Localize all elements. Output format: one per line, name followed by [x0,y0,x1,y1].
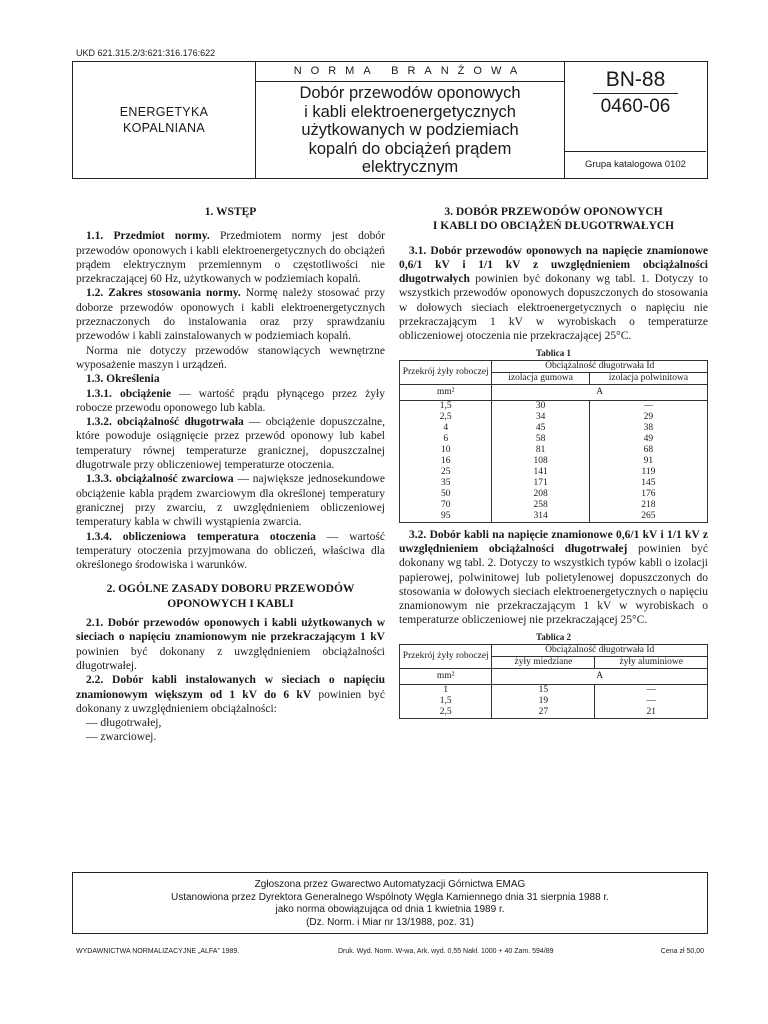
table-cell-cross-section: 10 [400,445,492,456]
table-cell-value: 145 [589,478,707,489]
section-2-heading-line: OPONOWYCH I KABLI [167,597,294,610]
table-cell-cross-section: 35 [400,478,492,489]
section-3-heading-line: 3. DOBÓR PRZEWODÓW OPONOWYCH [444,206,663,218]
paragraph-text: powinien być dokonany z uwzględnieniem obciążalności: [76,688,386,715]
table-cell-cross-section: 95 [400,511,492,523]
approval-line: Zgłoszona przez Gwarectwo Automatyzacji Górnictwa EMAG [254,879,526,890]
standard-number: 0460-06 [600,96,671,117]
table-1 [399,360,708,523]
table-cell-value: 176 [589,489,707,500]
title-line: i kabli elektroenergetycznych [304,102,516,121]
load-type-list [76,716,385,745]
paragraph-1-1 [76,229,385,286]
department-line-1: ENERGETYKA [119,105,209,119]
table-cell-value: 58 [492,434,589,445]
paragraph-head: 1.3.1. obciążenie [86,387,172,400]
paragraph-text: powinien być dokonany wg tabl. 2. Dotyczy to wszystkich typów kabli o izolacji papierowej, polwinitowej lub polietylenowej dopuszczonych do stosowania w dołowych sieciach elektroenergetycznych o napięciu znamionowym nie przekraczającym 1 kV w wyrobiskach o temperaturze obliczeniowej nie przekraczającej 25°C. [399,542,708,627]
table-header-col1: żyły miedziane [492,656,595,668]
title-line: kopalń do obciążeń prądem [308,139,512,158]
paragraph-2-2 [76,673,385,716]
paragraph-head: 1.3.3. obciążalność zwarciowa [86,473,234,486]
section-3-heading-line: I KABLI DO OBCIĄŻEŃ DŁUGOTRWAŁYCH [432,220,675,233]
table-cell-cross-section: 6 [400,434,492,445]
table-cell-value: 81 [492,445,589,456]
table-row [400,707,708,719]
table-row [400,456,708,467]
paragraph-text: — obciążenie dopuszczalne, które powoduje osiągnięcie przez przewód oponowy lub kabel temperatury równej temperaturze granicznej, dopuszczalnej długotrwale przy obliczeniowej temperaturze otoczenia. [76,416,385,472]
table-cell-value: 119 [589,467,707,478]
paragraph-text: — wartość temperatury otoczenia przyjmowana do obliczeń, właściwa dla określonego środowiska i warunków. [76,530,385,572]
table-cell-value: 218 [589,500,707,511]
paragraph-head: 2.1. Dobór przewodów oponowych i kabli użytkowanych w sieciach o napięciu znamionowym nie przekraczającym 1 kV [76,617,385,644]
table-row [400,412,708,423]
table-header-group: Obciążalność długotrwała Id [492,644,708,656]
norma-branzowa-label: NORMA BRANŻOWA [256,62,564,82]
publisher: WYDAWNICTWA NORMALIZACYJNE „ALFA” 1989. [76,948,240,955]
udk-classification: UKD 621.315.2/3:621:316.176:622 [76,48,216,58]
paragraph-1-2b: Norma nie dotyczy przewodów stanowiących wewnętrzne wyposażenie maszyn i urządzeń. [76,344,385,371]
table-cell-value: 171 [492,478,589,489]
department [73,62,256,178]
paragraph-1-3-2 [76,415,385,472]
section-2-heading-line: 2. OGÓLNE ZASADY DOBORU PRZEWODÓW [106,583,355,596]
table-cell-value: — [595,684,708,696]
table-header-col2: izolacja polwinitowa [589,372,707,384]
right-column [399,205,708,719]
table-cell-value: 45 [492,423,589,434]
table-cell-cross-section: 1,5 [400,400,492,412]
paragraph-3-1 [399,244,708,344]
paragraph-head: 3.1. Dobór przewodów oponowych na napięcie znamionowe 0,6/1 kV i 1/1 kV z uwzględnieniem obciążalności długotrwałych [399,244,708,286]
paragraph-head: 3.2. Dobór kabli na napięcie znamionowe 0,6/1 kV i 1/1 kV z uwzględnieniem obciążalności długotrwałej [399,528,708,555]
table-cell-value: 38 [589,423,707,434]
paragraph-1-3-1 [76,387,385,416]
title-line: Dobór przewodów oponowych [299,84,521,102]
table-cell-value: 108 [492,456,589,467]
paragraph-head: 1.3. Określenia [86,373,160,386]
table-header-cross-section: Przekrój żyły roboczej [400,360,492,384]
section-3-heading [399,205,708,234]
table-cell-value: — [595,696,708,707]
table-2-caption: Tablica 2 [536,631,571,642]
price: Cena zł 50,00 [660,948,704,955]
paragraph-text: — największe jednosekundowe obciążenie kabla prądem zwarciowym dla określonej temperatury granicznej przy zwarciu, z uwzględnieniem obliczeniowej temperatury kabla w chwili wystąpienia zwarcia. [76,473,385,529]
paragraph-text: — wartość prądu płynącego przez żyły robocze przewodu oponowego lub kabla. [76,387,385,414]
table-header-col1: izolacja gumowa [492,372,589,384]
table-2-body [400,684,708,718]
table-row [400,467,708,478]
table-row [400,478,708,489]
table-cell-value: 27 [492,707,595,719]
table-cell-value: 68 [589,445,707,456]
table-row [400,423,708,434]
paragraph-text: Przedmiotem normy jest dobór przewodów oponowych i kabli elektroenergetycznych do obciążeń prądem elektrycznym przemiennym o częstotliwości nie przekraczającej 60 Hz, użytkowanych w podziemiach kopalń. [76,230,385,286]
catalog-divider [565,151,706,152]
paragraph-head: 1.1. Przedmiot normy. [86,230,210,243]
table-cell-value: 15 [492,684,595,696]
document-title [256,84,564,177]
table-cell-cross-section: 4 [400,423,492,434]
table-cell-cross-section: 25 [400,467,492,478]
department-line-2: KOPALNIANA [123,121,205,135]
title-line: elektrycznym [361,158,459,176]
table-row [400,400,708,412]
table-cell-value: 34 [492,412,589,423]
table-cell-value: 314 [492,511,589,523]
table-cell-cross-section: 1,5 [400,696,492,707]
standard-code: BN-88 [605,68,666,91]
approval-line: (Dz. Norm. i Miar nr 13/1988, poz. 31) [306,916,474,928]
table-cell-value: 29 [589,412,707,423]
paragraph-1-3-4 [76,530,385,573]
header-box [72,61,708,179]
table-header-group: Obciążalność długotrwała Id [492,360,708,372]
list-item: — długotrwałej, [86,717,162,730]
paragraph-text: Normę należy stosować przy doborze przewodów oponowych i kabli elektroenergetycznych przeznaczonych do instalowania oraz przy sprawdzaniu przewodów i kabli zainstalowanych w podziemiach kopalń. [76,287,385,343]
table-unit-current: A [492,384,708,400]
approval-line: jako norma obowiązująca od dnia 1 kwietnia 1989 r. [275,904,505,915]
standard-code-cell [565,62,706,178]
paragraph-head: 1.3.4. obliczeniowa temperatura otoczenia [86,530,316,543]
print-info: Druk. Wyd. Norm. W-wa, Ark. wyd. 0,55 Nakł. 1000 + 40 Zam. 594/89 [338,948,554,955]
table-row [400,500,708,511]
left-column [76,205,385,745]
table-cell-cross-section: 16 [400,456,492,467]
table-cell-value: 265 [589,511,707,523]
table-header-cross-section: Przekrój żyły roboczej [400,644,492,668]
paragraph-3-2 [399,528,708,628]
list-item: — zwarciowej. [86,731,157,744]
table-cell-value: — [589,400,707,412]
table-row [400,445,708,456]
table-1-body [400,400,708,522]
paragraph-text: powinien być dokonany z uwzględnieniem obciążalności długotrwałej. [76,645,385,672]
table-unit-cross-section: mm² [400,384,492,400]
paragraph-head: 1.3.2. obciążalność długotrwała [86,416,244,429]
table-cell-value: 21 [595,707,708,719]
table-cell-value: 30 [492,400,589,412]
title-line: użytkowanych w podziemiach [301,121,519,139]
paragraph-head: 2.2. Dobór kabli instalowanych w sieciach o napięciu znamionowym większym od 1 kV do 6 kV [76,674,385,701]
approval-box [72,872,708,934]
paragraph-1-3 [76,372,385,386]
table-cell-cross-section: 70 [400,500,492,511]
table-cell-value: 91 [589,456,707,467]
table-cell-cross-section: 2,5 [400,707,492,719]
section-2-heading [76,582,385,611]
paragraph-head: 1.2. Zakres stosowania normy. [86,287,241,300]
table-unit-current: A [492,668,708,684]
table-cell-value: 141 [492,467,589,478]
table-cell-value: 49 [589,434,707,445]
table-row [400,489,708,500]
table-header-col2: żyły aluminiowe [595,656,708,668]
table-cell-value: 208 [492,489,589,500]
table-cell-cross-section: 1 [400,684,492,696]
paragraph-text: powinien być dokonany wg tabl. 1. Dotyczy to wszystkich przewodów oponowych dopuszczonych do stosowania w dołowych sieciach elektroenergetycznych o napięciu nie przekraczającym 1 kV w wyrobiskach o temperaturze obliczeniowej otoczenia nie przekraczającej 25°C. [399,273,708,343]
table-cell-cross-section: 50 [400,489,492,500]
title-cell [256,62,565,178]
table-cell-value: 258 [492,500,589,511]
table-1-caption: Tablica 1 [536,347,571,358]
code-divider [593,93,678,94]
table-cell-value: 19 [492,696,595,707]
table-unit-cross-section: mm² [400,668,492,684]
paragraph-1-2 [76,286,385,343]
approval-line: Ustanowiona przez Dyrektora Generalnego Wspólnoty Węgla Kamiennego dnia 31 sierpnia 1988 r. [170,891,610,903]
table-cell-cross-section: 2,5 [400,412,492,423]
catalog-group: Grupa katalogowa 0102 [585,159,686,170]
table-row [400,696,708,707]
paragraph-1-3-3 [76,472,385,529]
table-row [400,511,708,523]
table-2 [399,644,708,719]
section-1-heading: 1. WSTĘP [204,206,257,218]
paragraph-2-1 [76,616,385,673]
table-row [400,684,708,696]
table-row [400,434,708,445]
